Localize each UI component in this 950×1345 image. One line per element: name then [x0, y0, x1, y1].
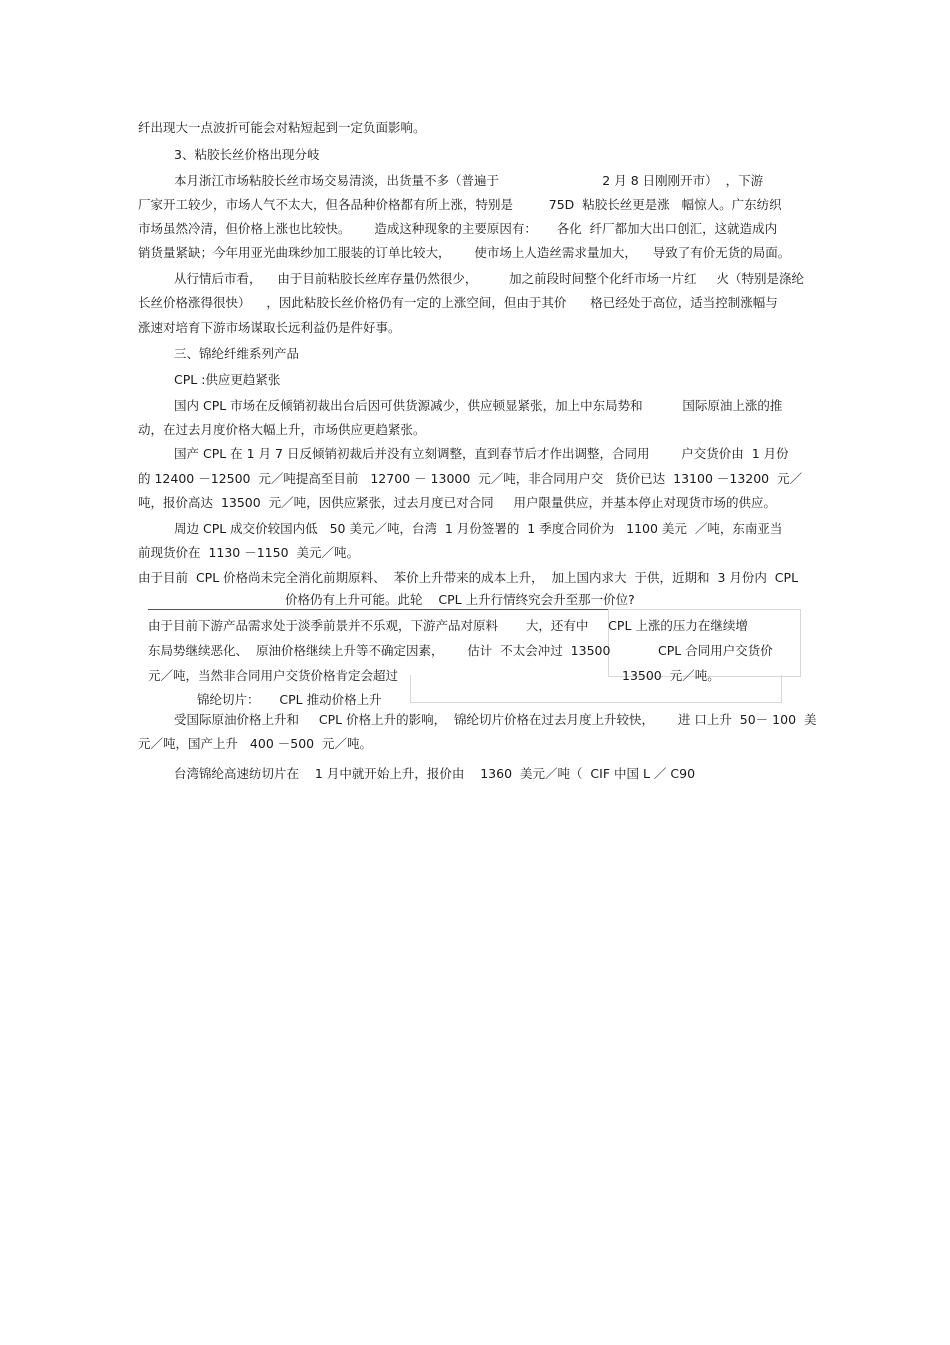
body-line: 吨，报价高达 13500 元／吨，因供应紧张，过去月度已对合同 用户限量供应，并基本停止对现货市场的供应。 — [138, 495, 777, 510]
body-line: 市场虽然冷清，但价格上涨也比较快。 造成这种现象的主要原因有： 各化 纤厂都加大出口创汇，这就造成内 — [138, 221, 778, 236]
body-line: 东局势继续恶化、 原油价格继续上升等不确定因素， 估计 不太会冲过 13500 — [148, 643, 611, 658]
body-line: 国内 CPL 市场在反倾销初裁出台后因可供货源减少，供应顿显紧张，加上中东局势和 国际原油上涨的推 — [174, 398, 783, 413]
body-line: 前现货价在 1130 －1150 美元／吨。 — [138, 545, 359, 560]
sub-heading: 锦纶切片： CPL 推动价格上升 — [197, 692, 382, 707]
body-line: 周边 CPL 成交价较国内低 50 美元／吨，台湾 1 月份签署的 1 季度合同价为 1100 美元 ／吨，东南亚当 — [174, 521, 783, 536]
body-line: CPL 合同用户交货价 — [658, 643, 773, 658]
body-line: 价格仍有上升可能。此轮 CPL 上升行情终究会升至那一价位? — [285, 592, 635, 607]
body-line: 由于目前 CPL 价格尚未完全消化前期原料、 苯价上升带来的成本上升， 加上国内求大 于供，近期和 3 月份内 CPL — [138, 570, 799, 585]
divider-line — [148, 609, 610, 610]
body-line: 销货量紧缺；今年用亚光曲珠纱加工服装的订单比较大， 使市场上人造丝需求量加大， 导致了有价无货的局面。 — [138, 245, 791, 260]
sub-heading: CPL :供应更趋紧张 — [174, 372, 281, 387]
body-line: 厂家开工较少，市场人气不太大，但各品种价格都有所上涨，特别是 75D 粘胶长丝更是涨 幅惊人。广东纺织 — [138, 197, 782, 212]
body-line: 元／吨，国产上升 400 －500 元／吨。 — [138, 736, 373, 751]
text-frame — [410, 675, 782, 703]
body-line: 由于目前下游产品需求处于淡季前景并不乐观，下游产品对原料 大，还有中 CPL 上涨的压力在继续增 — [148, 618, 748, 633]
body-line: 从行情后市看， 由于目前粘胶长丝库存量仍然很少， 加之前段时间整个化纤市场一片红 火（特别是涤纶 — [174, 271, 805, 286]
section-heading: 三、锦纶纤维系列产品 — [174, 346, 300, 361]
body-line: 受国际原油价格上升和 CPL 价格上升的影响， 锦纶切片价格在过去月度上升较快， 进 口上升 50－ 100 美 — [174, 712, 817, 727]
body-line: 台湾锦纶高速纺切片在 1 月中就开始上升，报价由 1360 美元／吨（ CIF 中国 L ／ C90 — [174, 766, 696, 781]
body-line: 国产 CPL 在 1 月 7 日反倾销初裁后并没有立刻调整，直到春节后才作出调整，合同用 户交货价由 1 月份 — [174, 446, 789, 461]
body-line: 的 12400 －12500 元／吨提高至目前 12700 － 13000 元／吨，非合同用户交 货价已达 13100 －13200 元／ — [138, 471, 803, 486]
body-line: 13500 元／吨。 — [622, 668, 720, 683]
body-line: 动，在过去月度价格大幅上升，市场供应更趋紧张。 — [138, 422, 426, 437]
body-line: 纤出现大一点波折可能会对粘短起到一定负面影响。 — [138, 120, 426, 135]
section-heading: 3、粘胶长丝价格出现分岐 — [174, 147, 320, 162]
body-line: 本月浙江市场粘胶长丝市场交易清淡，出货量不多（普遍于 2 月 8 日刚刚开市） ，下游 — [174, 173, 764, 188]
body-line: 长丝价格涨得很快） ，因此粘胶长丝价格仍有一定的上涨空间，但由于其价 格已经处于高位，适当控制涨幅与 — [138, 295, 778, 310]
body-line: 元／吨，当然非合同用户交货价格肯定会超过 — [148, 668, 399, 683]
body-line: 涨速对培育下游市场谋取长远利益仍是件好事。 — [138, 320, 401, 335]
